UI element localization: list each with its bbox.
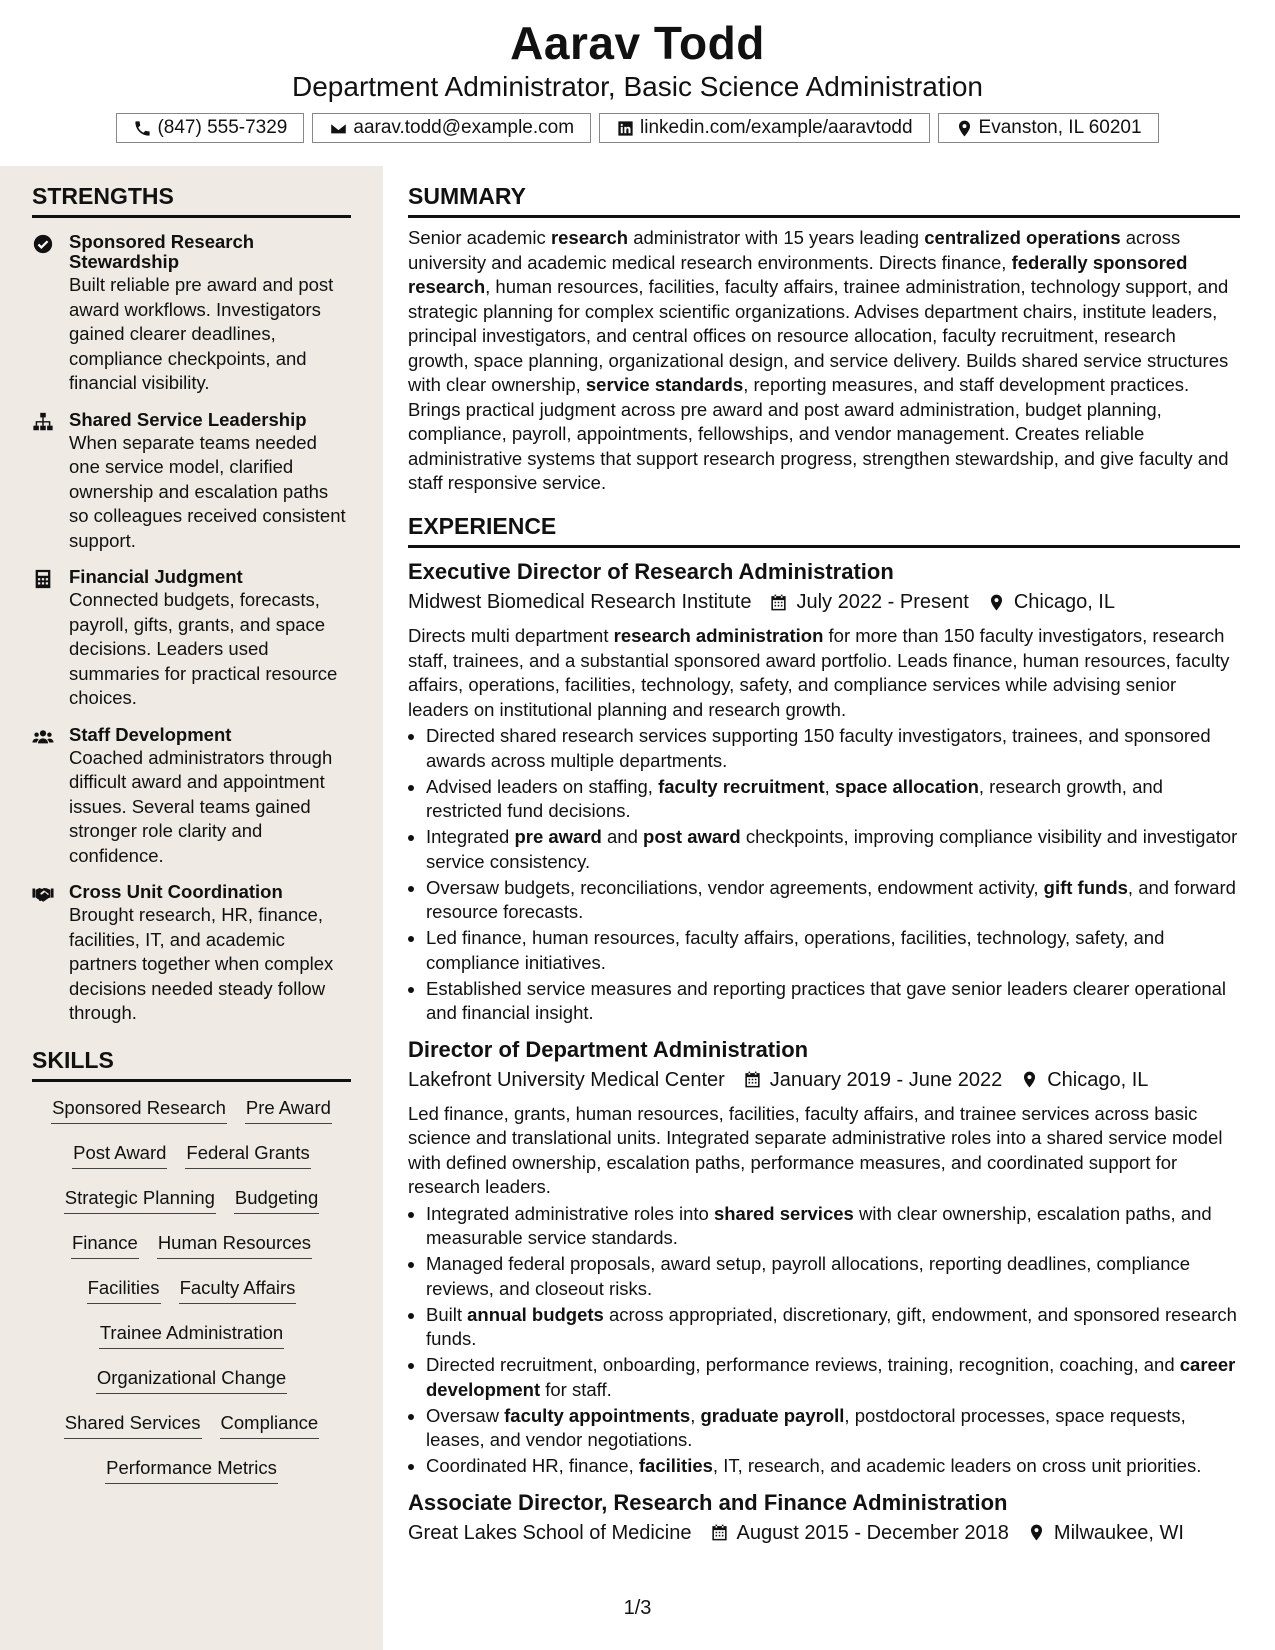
strengths-heading: STRENGTHS xyxy=(32,184,351,218)
skill-tag: Faculty Affairs xyxy=(179,1276,297,1304)
skill-tag: Performance Metrics xyxy=(105,1456,278,1484)
strength-desc: When separate teams needed one service model, clarified ownership and escalation paths so colleagues received consistent support. xyxy=(69,431,346,551)
strength-item xyxy=(32,410,351,554)
job-dates: August 2015 - December 2018 xyxy=(736,1521,1009,1544)
job-location: Chicago, IL xyxy=(1013,591,1115,614)
text-run: Managed federal proposals, award setup, payroll allocations, reporting deadlines, compliance reviews, and closeout risks. xyxy=(426,1253,1191,1299)
job-entry xyxy=(408,1489,1240,1547)
job-entry xyxy=(408,1036,1240,1479)
text-run: Integrated xyxy=(426,826,515,848)
strength-title: Shared Service Leadership xyxy=(69,408,307,430)
skill-row xyxy=(51,1096,332,1141)
bold-phrase: shared services xyxy=(713,1202,854,1224)
text-run: Led finance, grants, human resources, facilities, faculty affairs, and trainee services across basic science and translational units. Integrated separate administrative roles into a shared service model with defined ownership, escalation paths, performance measures, and coordinated support for research leaders. xyxy=(408,1102,1223,1198)
text-run: Directed recruitment, onboarding, performance reviews, training, recognition, coaching, and xyxy=(426,1354,1180,1376)
summary-text xyxy=(408,226,1240,496)
job-meta xyxy=(408,588,1240,616)
strength-desc: Coached administrators through difficult award and appointment issues. Several teams gained stronger role clarity and confidence. xyxy=(69,746,333,866)
strength-title: Financial Judgment xyxy=(69,566,243,588)
job-bullet xyxy=(426,977,1240,1026)
job-bullet xyxy=(426,1353,1240,1402)
text-run: across university and academic medical research environments. Directs finance, xyxy=(408,227,1181,273)
linkedin-icon xyxy=(616,119,635,138)
job-meta xyxy=(408,1519,1240,1547)
text-run: with clear ownership, escalation paths, and measurable service standards. xyxy=(426,1202,1212,1249)
contact-email-text: aarav.todd@example.com xyxy=(353,117,575,138)
bold-phrase: centralized operations xyxy=(924,227,1121,249)
skill-tag: Strategic Planning xyxy=(64,1186,216,1214)
text-run: , xyxy=(690,1404,701,1426)
bold-phrase: federally sponsored research xyxy=(408,251,1188,298)
bold-phrase: pre award xyxy=(514,826,602,848)
text-run: , and forward resource forecasts. xyxy=(426,876,1236,923)
strength-title: Cross Unit Coordination xyxy=(69,881,283,903)
text-run: Integrated administrative roles into xyxy=(426,1202,714,1224)
bold-phrase: research xyxy=(550,227,629,249)
contact-bar xyxy=(0,113,1275,143)
text-run: for more than 150 faculty investigators, research staff, trainees, and a substantial sponsored award portfolio. Leads finance, human resources, faculty affairs, operations, facilities, technology, safety, and compliance services while advising senior leaders on institutional planning and research growth. xyxy=(408,625,1230,720)
text-run: , IT, research, and academic leaders on cross unit priorities. xyxy=(712,1455,1202,1477)
candidate-title: Department Administrator, Basic Science Administration xyxy=(292,71,983,102)
job-bullet xyxy=(426,1454,1240,1479)
resume-header xyxy=(0,0,1275,166)
job-organization: Midwest Biomedical Research Institute xyxy=(408,591,752,614)
strength-title: Staff Development xyxy=(69,723,232,745)
skill-tag: Human Resources xyxy=(157,1231,312,1259)
skill-row xyxy=(87,1276,297,1321)
job-bullet xyxy=(426,926,1240,975)
bold-phrase: faculty recruitment xyxy=(658,775,825,797)
calendar-icon xyxy=(710,1523,729,1542)
job-bullet xyxy=(426,876,1240,925)
text-run: Senior academic xyxy=(408,227,551,249)
text-run: Directed shared research services supporting 150 faculty investigators, trainees, and sponsored awards across multiple departments. xyxy=(426,725,1211,771)
skill-tag: Trainee Administration xyxy=(99,1321,284,1349)
sidebar xyxy=(0,166,383,1650)
sidebar-content xyxy=(32,184,351,1501)
handshake-icon xyxy=(32,883,54,905)
bold-phrase: annual budgets xyxy=(467,1303,604,1325)
job-bullets xyxy=(408,1202,1240,1479)
job-meta xyxy=(408,1066,1240,1094)
strength-desc: Connected budgets, forecasts, payroll, gifts, grants, and space decisions. Leaders used summaries for practical resource choices. xyxy=(69,589,338,709)
strength-item xyxy=(32,725,351,869)
map-pin-icon xyxy=(1020,1070,1039,1089)
experience-heading: EXPERIENCE xyxy=(408,514,1240,548)
text-run: Oversaw xyxy=(426,1404,505,1426)
job-dates: July 2022 - Present xyxy=(796,591,969,614)
text-run: , human resources, facilities, faculty affairs, trainee administration, technology support, and strategic planning for complex scientific organizations. Advises department chairs, institute leaders, principal investigators, and central offices on resource allocation, faculty recruitment, research growth, space planning, organizational design, and service delivery. Builds shared service structures with clear ownership, xyxy=(408,276,1229,396)
contact-linkedin[interactable] xyxy=(599,113,930,143)
envelope-icon xyxy=(329,119,348,138)
map-pin-icon xyxy=(987,593,1006,612)
skill-row xyxy=(105,1456,278,1501)
text-run: administrator with 15 years leading xyxy=(628,227,925,249)
job-title: Executive Director of Research Administration xyxy=(408,559,894,585)
page-number: 1/3 xyxy=(623,1597,652,1619)
main-content xyxy=(408,184,1240,1547)
experience-list xyxy=(408,558,1240,1547)
users-icon xyxy=(32,726,54,748)
map-pin-icon xyxy=(955,119,974,138)
job-description xyxy=(408,624,1240,722)
skill-tag: Shared Services xyxy=(64,1411,202,1439)
skill-row xyxy=(64,1186,319,1231)
bold-phrase: gift funds xyxy=(1043,876,1128,898)
job-title: Associate Director, Research and Finance Administration xyxy=(408,1489,1008,1515)
job-entry xyxy=(408,558,1240,1026)
bold-phrase: service standards xyxy=(585,374,744,396)
text-run: Coordinated HR, finance, xyxy=(426,1455,639,1477)
skill-tag: Pre Award xyxy=(245,1096,332,1124)
contact-location[interactable] xyxy=(938,113,1159,143)
candidate-name: Aarav Todd xyxy=(510,17,765,69)
skill-tag: Organizational Change xyxy=(96,1366,287,1394)
job-location: Milwaukee, WI xyxy=(1053,1521,1184,1544)
strength-title: Sponsored Research Stewardship xyxy=(69,231,255,273)
skill-row xyxy=(99,1321,284,1366)
calculator-icon xyxy=(32,568,54,590)
contact-phone[interactable] xyxy=(116,113,304,143)
strength-item xyxy=(32,882,351,1026)
contact-email[interactable] xyxy=(312,113,591,143)
job-bullet xyxy=(426,1404,1240,1453)
skill-tag: Federal Grants xyxy=(185,1141,310,1169)
text-run: Oversaw budgets, reconciliations, vendor agreements, endowment activity, xyxy=(426,876,1044,898)
contact-linkedin-text: linkedin.com/example/aaravtodd xyxy=(640,117,913,138)
text-run: checkpoints, improving compliance visibility and investigator service consistency. xyxy=(426,826,1238,872)
text-run: for staff. xyxy=(540,1378,612,1400)
job-bullet xyxy=(426,724,1240,773)
job-title: Director of Department Administration xyxy=(408,1036,809,1062)
text-run: Built xyxy=(426,1303,468,1325)
contact-location-text: Evanston, IL 60201 xyxy=(978,117,1142,138)
org-chart-icon xyxy=(32,411,54,433)
text-run: across appropriated, discretionary, gift, endowment, and sponsored research funds. xyxy=(426,1303,1237,1350)
job-bullet xyxy=(426,1252,1240,1301)
bold-phrase: graduate payroll xyxy=(700,1404,845,1426)
text-run: , postdoctoral processes, space requests, leases, and vendor negotiations. xyxy=(426,1404,1186,1451)
calendar-icon xyxy=(743,1070,762,1089)
text-run: Established service measures and reporting practices that gave senior leaders clearer operational and financial insight. xyxy=(426,977,1227,1024)
job-organization: Lakefront University Medical Center xyxy=(408,1068,725,1091)
bold-phrase: post award xyxy=(643,826,741,848)
job-location: Chicago, IL xyxy=(1047,1068,1149,1091)
text-run: Advised leaders on staffing, xyxy=(426,775,659,797)
bold-phrase: facilities xyxy=(638,1455,713,1477)
skill-tag: Finance xyxy=(71,1231,139,1259)
skill-row xyxy=(64,1411,319,1456)
strength-desc: Built reliable pre award and post award workflows. Investigators gained clearer deadlines, compliance checkpoints, and financial visibility. xyxy=(69,274,334,394)
text-run: Led finance, human resources, faculty affairs, operations, facilities, technology, safety, and compliance initiatives. xyxy=(426,927,1165,973)
contact-phone-text: (847) 555-7329 xyxy=(157,117,288,138)
text-run: and xyxy=(601,826,644,848)
skill-row xyxy=(96,1366,287,1411)
skill-tag: Post Award xyxy=(72,1141,167,1169)
job-description xyxy=(408,1102,1240,1200)
strength-desc: Brought research, HR, finance, facilities, IT, and academic partners together when complex decisions needed steady follow through. xyxy=(69,904,334,1024)
job-bullet xyxy=(426,1303,1240,1352)
phone-icon xyxy=(133,119,152,138)
job-bullet xyxy=(426,1202,1240,1251)
skill-row xyxy=(72,1141,311,1186)
skills-list xyxy=(32,1096,351,1501)
bold-phrase: research administration xyxy=(613,625,824,647)
skill-tag: Compliance xyxy=(220,1411,320,1439)
map-pin-icon xyxy=(1027,1523,1046,1542)
job-bullets xyxy=(408,724,1240,1026)
bold-phrase: career development xyxy=(426,1354,1236,1400)
summary-heading: SUMMARY xyxy=(408,184,1240,218)
text-run: , reporting measures, and staff development practices. Brings practical judgment across pre award and post award administration, budget planning, compliance, payroll, appointments, fellowships, and vendor management. Creates reliable administrative systems that support research progress, strengthen stewardship, and give faculty and staff responsive service. xyxy=(408,374,1229,494)
text-run: , xyxy=(824,775,835,797)
skills-heading: SKILLS xyxy=(32,1048,351,1082)
bold-phrase: space allocation xyxy=(834,775,979,797)
skill-tag: Budgeting xyxy=(234,1186,319,1214)
strength-item xyxy=(32,567,351,711)
text-run: Directs multi department xyxy=(408,625,614,647)
skill-row xyxy=(71,1231,312,1276)
strength-item xyxy=(32,232,351,396)
calendar-icon xyxy=(769,593,788,612)
skill-tag: Sponsored Research xyxy=(51,1096,227,1124)
text-run: , research growth, and restricted fund decisions. xyxy=(426,775,1163,822)
check-circle-icon xyxy=(32,233,54,255)
job-bullet xyxy=(426,775,1240,824)
bold-phrase: faculty appointments xyxy=(504,1404,691,1426)
job-bullet xyxy=(426,825,1240,874)
job-organization: Great Lakes School of Medicine xyxy=(408,1521,692,1544)
skill-tag: Facilities xyxy=(87,1276,161,1304)
job-dates: January 2019 - June 2022 xyxy=(769,1068,1003,1091)
